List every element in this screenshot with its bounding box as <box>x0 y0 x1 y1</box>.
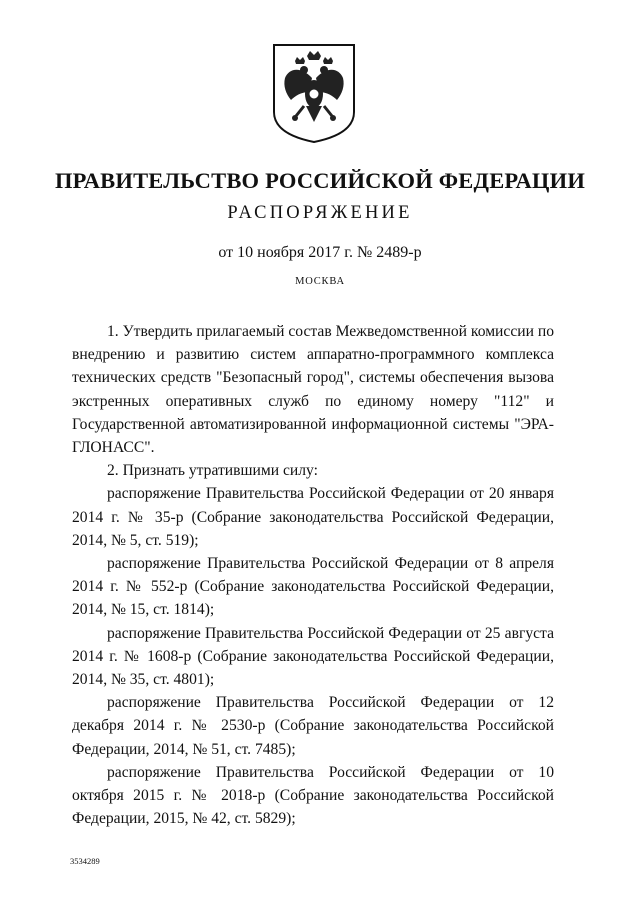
document-city: МОСКВА <box>295 276 345 287</box>
repealed-item: распоряжение Правительства Российской Федерации от 10 октября 2015 г. № 2018-р (Собрание законодательства Российской Федерации, 2015, № 42, ст. 5829); <box>72 763 554 828</box>
repealed-item: распоряжение Правительства Российской Федерации от 25 августа 2014 г. № 1608-р (Собрание законодательства Российской Федерации, 2014, № 35, ст. 4801); <box>72 624 554 689</box>
document-code: 3534289 <box>70 856 100 866</box>
coat-of-arms-icon <box>271 42 357 144</box>
repealed-item: распоряжение Правительства Российской Федерации от 20 января 2014 г. № 35-р (Собрание законодательства Российской Федерации, 2014, № 5, ст. 519); <box>72 485 554 549</box>
repealed-item: распоряжение Правительства Российской Федерации от 8 апреля 2014 г. № 552-р (Собрание законодательства Российской Федерации, 2014, № 15, ст. 1814); <box>72 555 554 619</box>
paragraph-2: 2. Признать утратившими силу: <box>107 462 318 480</box>
document-date-number: от 10 ноября 2017 г. № 2489-р <box>218 244 422 261</box>
repealed-item: распоряжение Правительства Российской Федерации от 12 декабря 2014 г. № 2530-р (Собрание законодательства Российской Федерации, 2014, № 51, ст. 7485); <box>72 694 554 758</box>
document-type: РАСПОРЯЖЕНИЕ <box>227 203 413 223</box>
government-title: ПРАВИТЕЛЬСТВО РОССИЙСКОЙ ФЕДЕРАЦИИ <box>54 168 586 193</box>
document-body <box>72 320 554 830</box>
paragraph-1: 1. Утвердить прилагаемый состав Межведомственной комиссии по внедрению и развитию систем аппаратно-программного комплекса технических средств "Безопасный город", системы обеспечения вызова экстренных оперативных служб по единому номеру "112" и Государственной автоматизированной информационной системы "ЭРА-ГЛОНАСС". <box>72 323 554 457</box>
